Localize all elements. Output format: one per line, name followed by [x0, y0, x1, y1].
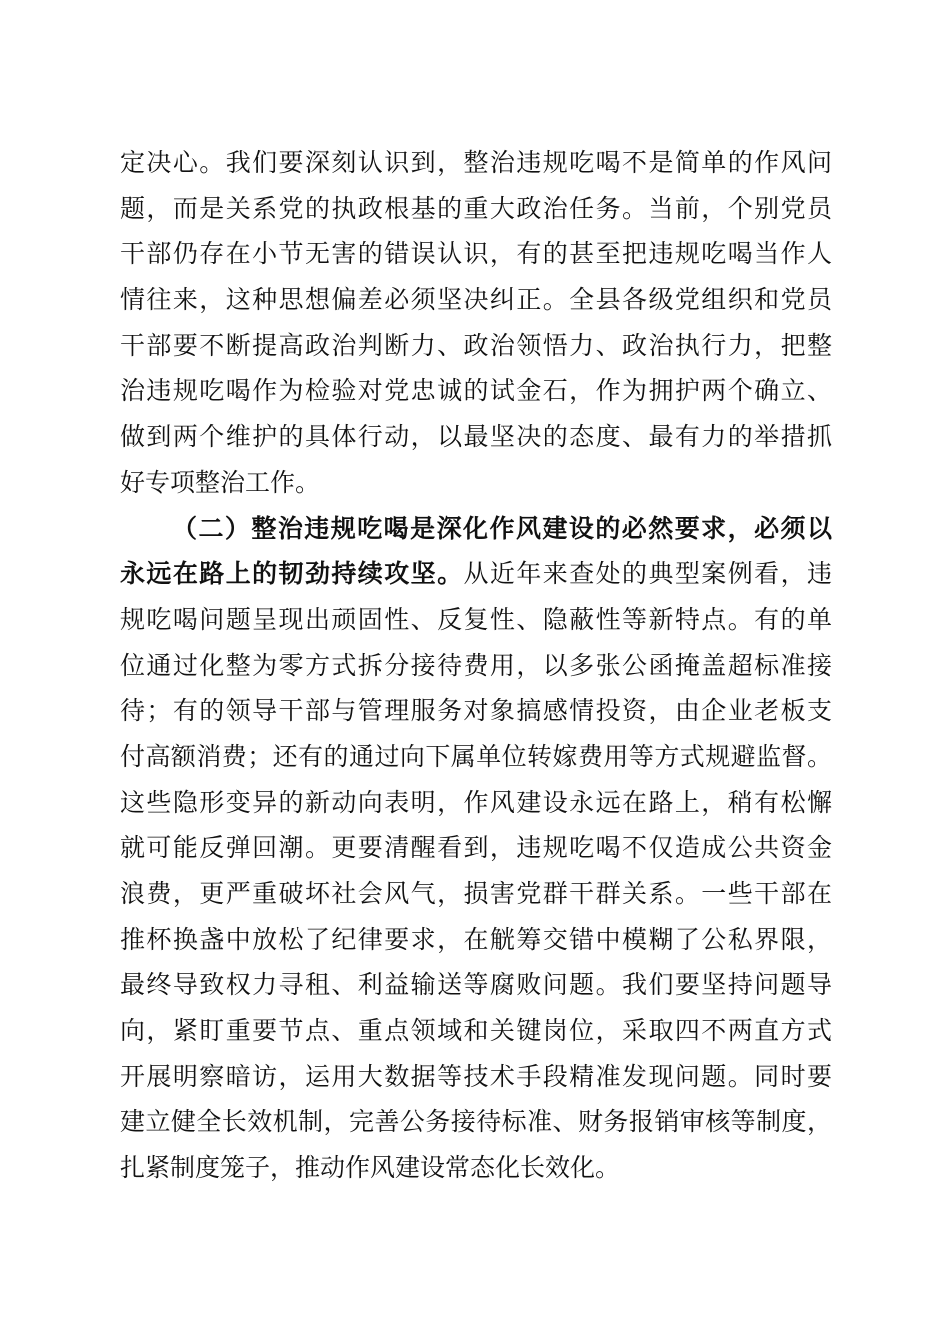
text-line: 干部要不断提高政治判断力、政治领悟力、政治执行力，把整: [120, 330, 832, 360]
paragraph-1: [120, 140, 832, 506]
text-line: 扎紧制度笼子，推动作风建设常态化长效化。: [120, 1153, 621, 1183]
text-line: 好专项整治工作。: [120, 467, 321, 497]
section-heading-line: [120, 506, 832, 552]
text-line: 最终导致权力寻租、利益输送等腐败问题。我们要坚持问题导: [120, 970, 832, 1000]
section-heading: （二）整治违规吃喝是深化作风建设的必然要求，必须以: [172, 513, 832, 543]
text-run: 从近年来查处的典型案例看，违: [463, 559, 832, 589]
section-heading-continued: 永远在路上的韧劲持续攻坚。: [120, 559, 464, 589]
text-line: 就可能反弹回潮。更要清醒看到，违规吃喝不仅造成公共资金: [120, 833, 832, 863]
text-line: 开展明察暗访，运用大数据等技术手段精准发现问题。同时要: [120, 1061, 832, 1091]
text-line: 位通过化整为零方式拆分接待费用，以多张公函掩盖超标准接: [120, 650, 832, 680]
text-line: 情往来，这种思想偏差必须坚决纠正。全县各级党组织和党员: [120, 285, 832, 315]
text-line: 付高额消费；还有的通过向下属单位转嫁费用等方式规避监督。: [120, 741, 832, 771]
text-line: 治违规吃喝作为检验对党忠诚的试金石，作为拥护两个确立、: [120, 376, 832, 406]
text-line: 这些隐形变异的新动向表明，作风建设永远在路上，稍有松懈: [120, 787, 832, 817]
text-line: 定决心。我们要深刻认识到，整治违规吃喝不是简单的作风问: [120, 148, 832, 177]
text-line: [120, 551, 832, 597]
text-line: 规吃喝问题呈现出顽固性、反复性、隐蔽性等新特点。有的单: [120, 604, 832, 634]
text-line: 干部仍存在小节无害的错误认识，有的甚至把违规吃喝当作人: [120, 239, 832, 269]
text-line: 建立健全长效机制，完善公务接待标准、财务报销审核等制度，: [120, 1107, 832, 1137]
text-line: 浪费，更严重破坏社会风气，损害党群干群关系。一些干部在: [120, 879, 832, 908]
text-line: 待；有的领导干部与管理服务对象搞感情投资，由企业老板支: [120, 696, 832, 726]
paragraph-2: [120, 506, 832, 1191]
text-line: 题，而是关系党的执政根基的重大政治任务。当前，个别党员: [120, 193, 832, 223]
document-body: [120, 140, 832, 1191]
text-line: 做到两个维护的具体行动，以最坚决的态度、最有力的举措抓: [120, 422, 832, 452]
text-line: 向，紧盯重要节点、重点领域和关键岗位，采取四不两直方式: [120, 1016, 832, 1046]
text-line: 推杯换盏中放松了纪律要求，在觥筹交错中模糊了公私界限，: [120, 924, 832, 954]
